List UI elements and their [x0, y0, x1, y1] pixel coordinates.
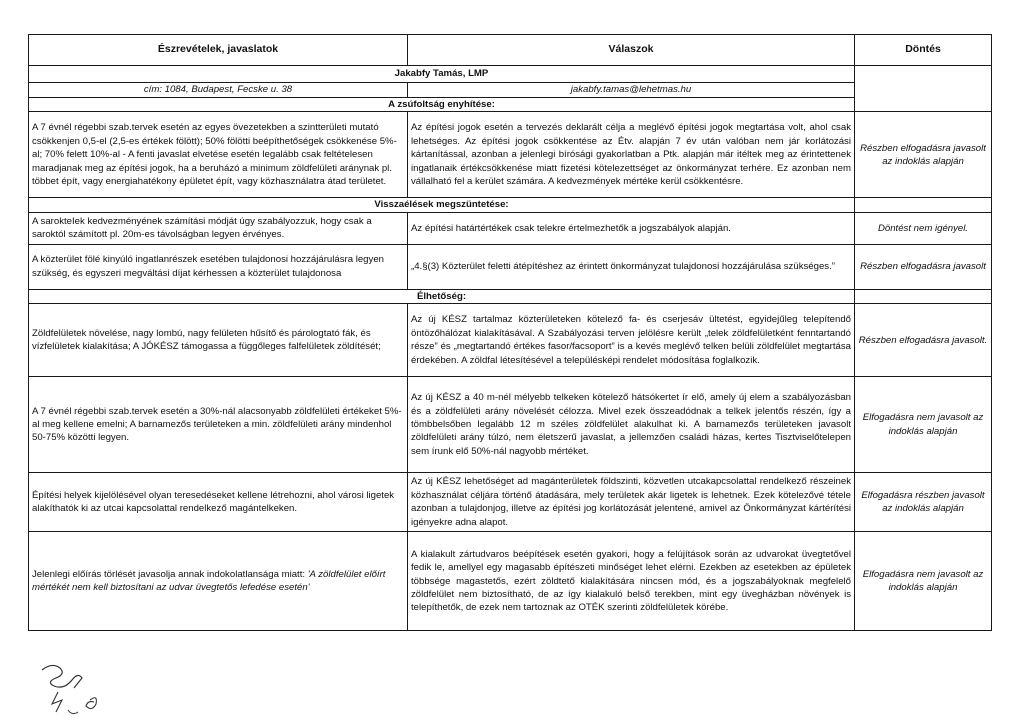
table-header-row: [29, 35, 992, 66]
answer-cell: Az építési határtértékek csak telekre értelmezhetők a jogszabályok alapján.: [408, 212, 855, 244]
signature-mark: [38, 660, 110, 720]
author-address: cím: 1084, Budapest, Fecske u. 38: [29, 83, 408, 98]
table-row: [29, 304, 992, 377]
decision-cell: Részben elfogadásra javasolt az indoklás alapján: [855, 112, 992, 198]
decision-cell: Elfogadásra nem javasolt az indoklás alapján: [855, 377, 992, 473]
table-row: [29, 244, 992, 289]
answer-cell: Az új KÉSZ a 40 m-nél mélyebb telkeken kötelező hátsókertet ír elő, amely új elem a szabályozásban és a zöldfelületi arány növelését célozza. Mivel ezek összeadódnak a telkek jelentős részén, így a tömbbelsőben legalább 12 m széles zöldfelület alakulhat ki. A barnamezős területeken javasolt zöldfelületi arány túlzó, nem életszerű javaslat, a jellemzően családi házas, kertes Tisztviselőtelepen sem írunk elő 50%-nál nagyobb mértéket.: [408, 377, 855, 473]
header-decision: Döntés: [855, 35, 992, 66]
section-row-livability: [29, 289, 992, 303]
header-answers: Válaszok: [408, 35, 855, 66]
answer-cell: Az új KÉSZ tartalmaz közterületeken kötelező fa- és cserjesáv ültetést, egyidejűleg telepítendő öntözőhálózat kialakításával. A Szabályozási terven jelölésre került „telek zöldfelületként fenntartandó része” és „megtartandó értékes fasor/facsoport” is a kevés meglévő telken belüli zöldfelület megtartása érdekében. A zöldfal létesítésével a településképi rendelet módosítása foglalkozik.: [408, 304, 855, 377]
decision-cell: Részben elfogadásra javasolt: [855, 244, 992, 289]
header-comments: Észrevételek, javaslatok: [29, 35, 408, 66]
section-livability: Élhetőség:: [29, 289, 855, 303]
section-row-crowding: [29, 98, 992, 112]
comment-cell: Építési helyek kijelölésével olyan teresedéseket kellene létrehozni, ahol városi ligetek alakíthatók ki az utcai kapcsolattal rendelkező magántelkeken.: [29, 473, 408, 532]
comment-quote: 'A zöldfelület előírt mértékét nem kell biztosítani az udvar üvegtetős lefedése esetén': [32, 568, 386, 594]
comment-cell: [29, 532, 408, 631]
decision-cell: Döntést nem igényel.: [855, 212, 992, 244]
table-row: [29, 532, 992, 631]
answer-cell: „4.§(3) Közterület feletti átépítéshez az érintett önkormányzat tulajdonosi hozzájárulása szükséges.”: [408, 244, 855, 289]
table-row: [29, 473, 992, 532]
decision-blank: [855, 289, 992, 303]
comment-cell: A 7 évnél régebbi szab.tervek esetén az egyes övezetekben a szintterületi mutató csökkenjen 0,5-el (2,5-es értékek fölött); 50% fölötti beépíthetőségek csökkenése 5%-al; 70% felett 10%-al - A fenti javaslat elvetése esetén legalább csak feltételesen maradjanak meg az építési jogok, ha a beruházó a minimum zöldfelületi aránynak pl. többet épít, vagy energiahatékony épületet épít, vagy közhasználatra átad területet.: [29, 112, 408, 198]
decision-cell: Elfogadásra részben javasolt az indoklás alapján: [855, 473, 992, 532]
decision-cell: Részben elfogadásra javasolt.: [855, 304, 992, 377]
decision-cell: Elfogadásra nem javasolt az indoklás alapján: [855, 532, 992, 631]
section-row-abuses: [29, 198, 992, 212]
comment-cell: Zöldfelületek növelése, nagy lombú, nagy felületen hűsítő és párologtató fák, és vízfelületek kialakítása; A JÓKÉSZ támogassa a függőleges falfelületek zöldítését;: [29, 304, 408, 377]
author-email: jakabfy.tamas@lehetmas.hu: [408, 83, 855, 98]
decision-blank: [855, 198, 992, 212]
table-row: [29, 212, 992, 244]
answer-cell: A kialakult zártudvaros beépítések esetén gyakori, hogy a felújítások során az udvarokat üvegtetővel fedik le, amellyel egy magasabb építészeti minőséget lehet elérni. Ezekben az esetekben az épületek többsége magastetős, ezért zöldtető kialakítására nincsen mód, és a jogszabályoknak megfelelő zöldfelület nem biztosítható, de az így kialakuló belső terekben, mint egy üvegházban növények is telepíthetők, de ezek nem tartoznak az OTÉK szerinti zöldfelületek körébe.: [408, 532, 855, 631]
author-contact-row: [29, 83, 992, 98]
comment-cell: A sarokteIek kedvezményének számítási módját úgy szabályozzuk, hogy csak a saroktól számított pl. 20m-es távolságban legyen érvényes.: [29, 212, 408, 244]
author-name-row: [29, 66, 992, 83]
decision-blank-top: [855, 66, 992, 112]
answer-cell: Az új KÉSZ lehetőséget ad magánterületek földszinti, közvetlen utcakapcsolattal rendelkező részeinek közhasználat céljára történő átadására, mely területek akár ligetek is lehetnek. Ezek kötelezővé tétele azonban a tulajdonjog, illetve az építési jog korlátozását jelentené, amivel az Önkormányzat kártérítési igényekre adna alapot.: [408, 473, 855, 532]
answer-cell: Az építési jogok esetén a tervezés deklarált célja a meglévő építési jogok megtartása volt, ahol csak lehetséges. Az építési jogok csökkentése az Étv. alapján 7 év után valóban nem jár korlátozási kártanítással, azonban a jelenlegi bírósági gyakorlatban a Ptk. alapján már itéltek meg az érintettenek ingatlanaik értékcsökkenése miatt fizetési kötelezettséget az önkormányzat terhére. Ez azonban nem vállalható fel a kerület számára. A kedvezmények mértéke kerül csökkentésre.: [408, 112, 855, 198]
comment-lead: Jelenlegi előírás törlését javasolja annak indokolatlansága miatt:: [32, 568, 308, 580]
section-abuses: Visszaélések megszüntetése:: [29, 198, 855, 212]
author-name: Jakabfy Tamás, LMP: [29, 66, 855, 83]
table-row: [29, 112, 992, 198]
comments-table: [28, 34, 992, 631]
table-row: [29, 377, 992, 473]
comment-cell: A 7 évnél régebbi szab.tervek esetén a 30%-nál alacsonyabb zöldfelületi értékeket 5%-al meg kellene emelni; A barnamezős területeken a min. zöldfelületi arány mindenhol 50-75% közötti legyen.: [29, 377, 408, 473]
section-crowding: A zsúfoltság enyhítése:: [29, 98, 855, 112]
comment-cell: A közterület fölé kinyúló ingatlanrészek esetében tulajdonosi hozzájárulásra legyen szükség, és egyszeri megváltási díjat kérhessen a közterület tulajdonosa: [29, 244, 408, 289]
